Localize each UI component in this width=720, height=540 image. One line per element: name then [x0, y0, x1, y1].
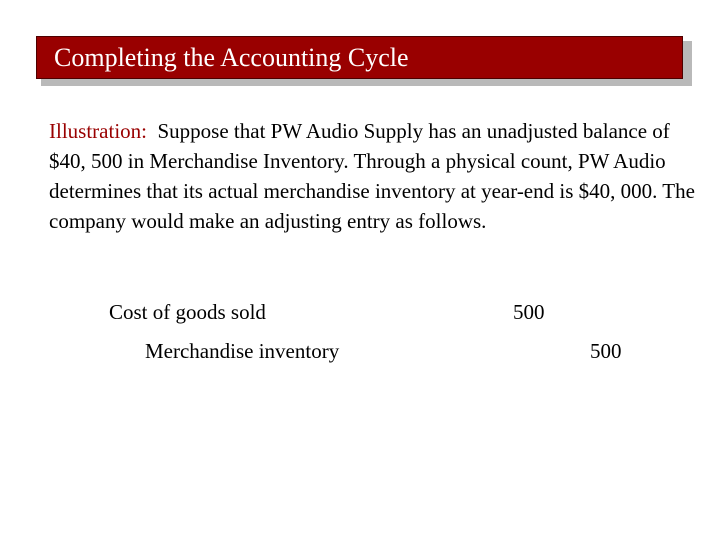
title-bar [36, 36, 683, 79]
debit-account-name: Cost of goods sold [109, 300, 266, 324]
credit-amount: 500 [590, 339, 622, 363]
slide-title: Completing the Accounting Cycle [54, 43, 409, 72]
illustration-paragraph [49, 116, 699, 236]
debit-amount: 500 [513, 300, 545, 324]
illustration-label: Illustration: [49, 119, 147, 143]
credit-account-name: Merchandise inventory [145, 339, 340, 363]
illustration-text: Suppose that PW Audio Supply has an unadjusted balance of $40, 500 in Merchandise Inventory. Through a physical count, PW Audio determines that its actual merchandise inventory at year-end is $40, 000. The company would make an adjusting entry as follows. [49, 119, 695, 233]
